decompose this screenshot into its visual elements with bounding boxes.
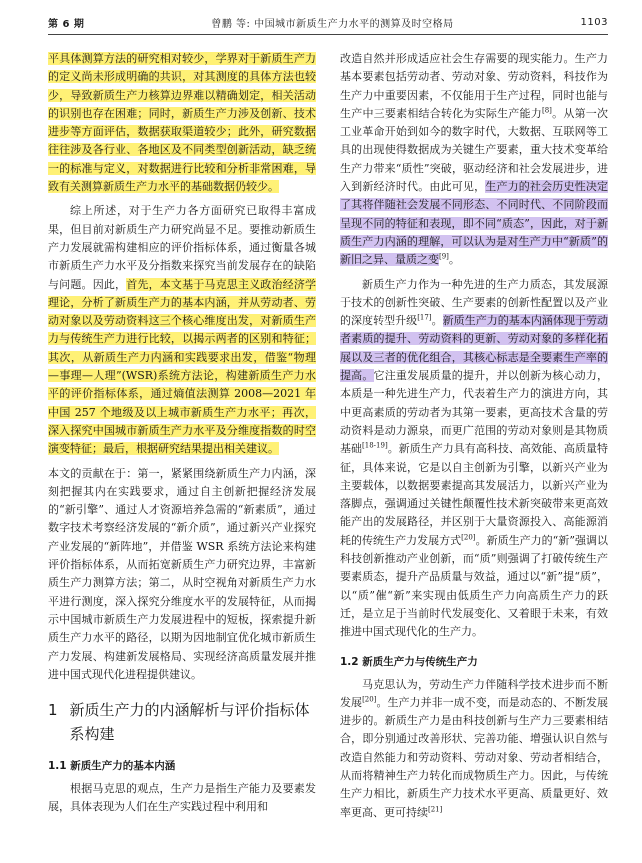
page-number: 1103 bbox=[580, 16, 608, 28]
text-run: 综上所述，对于生产力各方面研究已取得丰富成果，但目前对新质生产力研究尚显不足。要推动新质生产力发展就需构建相应的评价指标体系，通过衡量各城市新质生产力水平及分指数来探究当前发展存在的缺陷与问题。因此， bbox=[48, 204, 316, 291]
paragraph bbox=[340, 676, 608, 822]
citation: [8] bbox=[541, 106, 552, 115]
paragraph bbox=[340, 50, 608, 270]
text-run: 。新质生产力具有高科技、高效能、高质量特征，具体来说，它是以自主创新为引擎，以新兴产业为主要载体，以数据要素提高其发展活力，以新兴产业为落脚点，强调通过关键性颠覆性技术新突破带来更高效能产出的发展路径，并区别于大量资源投入、高能源消耗的传统生产力发展方式 bbox=[340, 442, 608, 547]
citation: [20] bbox=[461, 533, 476, 542]
text-run: 马克思认为，劳动生产力伴随科学技术进步而不断发展 bbox=[340, 677, 608, 709]
subsection-heading: 1.1 新质生产力的基本内涵 bbox=[48, 760, 176, 773]
text-run: 。 bbox=[431, 314, 443, 328]
text-run: 新质生产力作为一种先进的生产力质态，其发展源于技术的创新性突破、生产要素的创新性配置以及产业的深度转型升级 bbox=[340, 277, 608, 328]
paragraph bbox=[48, 50, 316, 196]
paragraph bbox=[340, 276, 608, 642]
paragraph: 本文的贡献在于：第一，紧紧围绕新质生产力内涵，深刻把握其内在实践要求，通过自主创新把握经济发展的“新引擎”、通过人才资源培养急需的“新素质”，通过数字技术考察经济发展的“新介质”，通过新兴产业探究产业发展的“新阵地”，并借鉴 WSR 系统方法论来构建评价指标体系，从而拓宽新质生产力研究边界，丰富新质生产力测算方法；第二，从时空视角对新质生产力水平进行测度，深入探究分维度水平的发展特征，从而揭示中国城市新质生产力发展进程中的短板，探索提升新质生产力水平的路径，以期为因地制宜优化城市新质生产力发展、构建新发展格局、实现经济高质量发展并推进中国式现代化进程提供建议。 bbox=[48, 466, 316, 681]
citation: [17] bbox=[417, 313, 432, 322]
citation: [20] bbox=[362, 695, 377, 704]
highlight-purple: 新质生产力的基本内涵体现于劳动者素质的提升、劳动资料的更新、劳动对象的多样化拓展以及三者的优化组合，其核心标志是全要素生产率的提高。 bbox=[340, 314, 609, 383]
subsection-heading: 1.2 新质生产力与传统生产力 bbox=[340, 655, 478, 668]
running-header bbox=[48, 12, 608, 35]
text-run: 。 bbox=[448, 253, 460, 267]
section-number: 1 bbox=[48, 701, 58, 720]
citation: [9] bbox=[439, 252, 449, 261]
highlight-yellow: 平具体测算方法的研究相对较少，学界对于新质生产力的定义尚未形成明确的共识，对其测度的具体方法也较少，导致新质生产力核算边界难以精确划定，相关活动的识别也存在困难；同时，新质生产力涉及创新、技术进步等方面评估，数据获取渠道较少；此外，研究数据往往涉及各行业、各地区及不同类型创新活动，缺乏统一的标准与定义，对数据进行比较和分析非常困难，导致有关测算新质生产力水平的基础数据仍较少。 bbox=[48, 52, 316, 194]
section-title: 新质生产力的内涵解析与评价指标体系构建 bbox=[69, 701, 310, 744]
highlight-purple: 生产力的社会历史性决定了其将伴随社会发展不同形态、不同时代、不同阶段而呈现不同的特征和表现，即不同“质态”，因此，对于新质生产力内涵的理解，可以认为是对生产力中“新质”的新旧之异、量质之变 bbox=[340, 180, 609, 267]
running-title: 曾鹏 等: 中国城市新质生产力水平的测算及时空格局 bbox=[211, 18, 454, 30]
right-column bbox=[340, 50, 608, 828]
section-heading bbox=[48, 698, 316, 746]
issue-number: 第 6 期 bbox=[48, 18, 85, 30]
text-run: 。从第一次工业革命开始到如今的数字时代，大数据、互联网等工具的出现使得数据成为关键生产要素，重大技术变革给生产力带来“质性”突破，驱动经济和社会发展进步，进入到新经济时代。由此可见， bbox=[340, 106, 609, 194]
paragraph bbox=[48, 202, 316, 458]
citation: [21] bbox=[428, 804, 443, 813]
text-run: 。生产力并非一成不变，而是动态的、不断发展进步的。新质生产力是由科技创新与生产力三要素相结合，即分别通过改善形状、完善功能、增强认识自然与改造自然能力和劳动资料、劳动对象、劳动者相结合，从而将精神生产力转化而成物质生产力。因此，与传统生产力相比，新质生产力技术水平更高、质量更好、效率更高、更可持续 bbox=[340, 695, 609, 819]
paragraph: 根据马克思的观点，生产力是指生产能力及要素发展，具体表现为人们在生产实践过程中利用和 bbox=[48, 782, 316, 814]
text-run: 它注重发展质量的提升，并以创新为核心动力，本质是一种先进生产力，代表着生产力的演进方向，其中更高素质的劳动者为其第一要素，更高技术含量的劳动资料是动力源泉，而更广范围的劳动对象则是其物质基础 bbox=[340, 369, 609, 456]
citation: [18-19] bbox=[362, 441, 388, 450]
highlight-yellow: 首先，本文基于马克思主义政治经济学理论，分析了新质生产力的基本内涵，并从劳动者、劳动对象以及劳动资料这三个核心维度出发，对新质生产力与传统生产力进行比较，以揭示两者的区别和特征；其次，从新质生产力内涵和实践要求出发，借鉴“物理—事理—人理”(WSR)系统方法论，构建新质生产力水平的评价指标体系，通过熵值法测算 2008—2021 年中国 257 个地级及以上城市新质生产力水平；再次，深入探究中国城市新质生产力水平及分维度指数的时空演变特征；最后，根据研究结果提出相关建议。 bbox=[48, 277, 317, 456]
text-run: 。新质生产力的“新”强调以科技创新推动产业创新，而“质”则强调了打破传统生产要素质态，提升产品质量与效益，通过以“新”提“质”，以“质”催“新”来实现由低质生产力向高质生产力的跃迁，是立足于当前时代发展变化、又着眼于未来，有效推进中国式现代化的生产力。 bbox=[340, 533, 608, 639]
text-run: 改造自然并形成适应社会生存需要的现实能力。生产力基本要素包括劳动者、劳动对象、劳动资料，科技作为生产力中重要因素，不仅能用于生产过程，同时也能与生产中三要素相结合转化为实际生产能力 bbox=[340, 52, 608, 120]
left-column bbox=[48, 50, 316, 823]
